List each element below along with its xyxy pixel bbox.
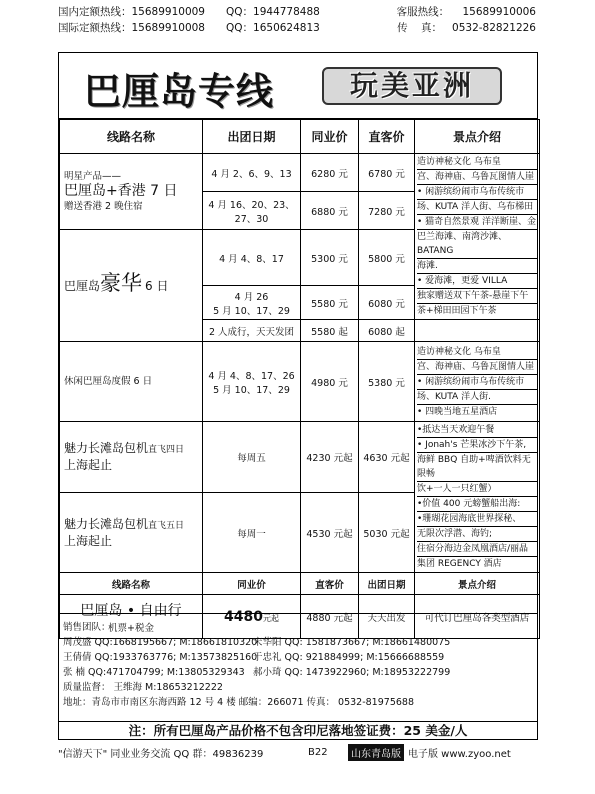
quality-supervisor: 质量监督： 王维海 M:18653212222 xyxy=(63,682,223,693)
table-row xyxy=(60,342,540,422)
team-member: 于忠礼 QQ: 921884999; M:15666688559 xyxy=(253,652,445,663)
departure-dates: 天天出发 xyxy=(359,595,415,639)
retail-price: 7280 元 xyxy=(359,192,415,230)
retail-price: 5030 元起 xyxy=(359,493,415,573)
sights-bali xyxy=(415,154,540,320)
sights-bali-tea xyxy=(415,320,540,342)
departure-dates xyxy=(203,342,301,422)
route-title-b: 豪华 xyxy=(100,271,143,295)
sight-line: • Jonah's 芒果冰沙下午茶, xyxy=(417,438,537,453)
page-number: B22 xyxy=(308,747,328,758)
route-title-c: 6 日 xyxy=(145,279,169,293)
ad-frame xyxy=(58,52,538,740)
route-origin: 上海起止 xyxy=(64,533,113,548)
route-bali-luxury xyxy=(60,230,203,342)
sight-line: 巴兰海滩、南湾沙滩、BATANG xyxy=(417,230,537,259)
team-member: 宋华阳 QQ: 1581873667; M:18661480075 xyxy=(253,637,451,648)
col-header-sights: 景点介绍 xyxy=(415,573,540,595)
col-header-sights: 景点介绍 xyxy=(415,120,540,154)
team-row xyxy=(63,665,537,680)
team-member: 郝小琦 QQ: 1473922960; M:18953222799 xyxy=(253,667,451,678)
fax-number: 传 真： 0532-82821226 xyxy=(397,22,536,34)
route-boracay-4d xyxy=(60,422,203,493)
sight-line: 饮+一人一只红蟹） xyxy=(417,482,537,497)
sight-line: 造访神秘文化 乌布皇 xyxy=(417,155,537,170)
retail-price: 4880 元起 xyxy=(301,595,359,639)
table-row xyxy=(60,422,540,493)
route-days: 直飞四日 xyxy=(148,445,185,456)
sight-line: 宫、海神庙、乌鲁瓦图情人崖 xyxy=(417,360,537,375)
sight-line: •抵达当天欢迎午餐 xyxy=(417,423,537,438)
col-header-trade-price: 同业价 xyxy=(301,120,359,154)
price-number: 4480 xyxy=(224,608,263,625)
sight-line: • 猫奇自然景观 洋洋断崖、金 xyxy=(417,215,537,230)
route-title: 巴厘岛+香港 7 日 xyxy=(64,183,178,199)
qq-contact-2: QQ：1650624813 xyxy=(226,22,320,34)
col-header-route: 线路名称 xyxy=(60,120,203,154)
banner xyxy=(59,53,537,119)
trade-price: 5300 元 xyxy=(301,230,359,286)
domestic-hotline: 国内定额热线：15689910009 xyxy=(58,6,205,18)
date-line: 4 月 4、8、17、26 xyxy=(208,370,295,382)
header-hotlines xyxy=(58,4,536,36)
team-member: 周茂盛 QQ:1668195667; M:18661810320 xyxy=(63,637,258,648)
departure-dates: 4 月 16、20、23、27、30 xyxy=(203,192,301,230)
departure-dates: 4 月 2、6、9、13 xyxy=(203,154,301,192)
team-member: 张 楠 QQ:471704799; M:13805329343 xyxy=(63,667,245,678)
sight-line: 茶+梯田田园下午茶 xyxy=(417,306,497,316)
trade-price: 5580 起 xyxy=(301,320,359,342)
sight-line: • 闲游缤纷闹市乌布传统市 xyxy=(417,375,537,390)
retail-price: 5380 元 xyxy=(359,342,415,422)
team-title: 销售团队： xyxy=(63,622,111,633)
trade-price: 5580 元 xyxy=(301,286,359,320)
trade-price: 6280 元 xyxy=(301,154,359,192)
route-note: 机票+税金 xyxy=(108,622,154,634)
service-hotline: 客服热线： 15689910006 xyxy=(396,6,536,18)
sight-line: 无限次浮潜、海钓; xyxy=(417,527,537,542)
departure-dates: 2 人成行，天天发团 xyxy=(203,320,301,342)
departure-dates: 4 月 4、8、17 xyxy=(203,230,301,286)
table-header-row xyxy=(60,120,540,154)
retail-price: 6780 元 xyxy=(359,154,415,192)
departure-dates xyxy=(203,286,301,320)
international-hotline: 国际定额热线：15689910008 xyxy=(58,22,205,34)
col-header-trade-price: 同业价 xyxy=(203,573,301,595)
col-header-route: 线路名称 xyxy=(60,573,203,595)
route-days: 直飞五日 xyxy=(148,520,185,531)
qq-group: "信游天下" 同业业务交流 QQ 群：49836239 xyxy=(58,749,264,760)
banner-title: 巴厘岛专线 xyxy=(84,70,274,113)
table-header-row-2 xyxy=(60,573,540,595)
sales-team xyxy=(59,613,537,710)
retail-price: 6080 元 xyxy=(359,286,415,320)
edition-badge: 山东青岛版 xyxy=(348,744,404,761)
sight-line: •价值 400 元螃蟹船出海: xyxy=(417,497,537,512)
page-footer xyxy=(58,744,538,761)
sight-line: 海滩. xyxy=(417,259,537,274)
company-address: 地址：青岛市市南区东海西路 12 号 4 楼 邮编：266071 传真： 0532-81975688 xyxy=(63,697,414,708)
sight-line: 独家赠送双下午茶-悬崖下午 xyxy=(417,289,537,304)
route-title: 魅力长滩岛包机 xyxy=(64,516,149,531)
trade-price: 6880 元 xyxy=(301,192,359,230)
retail-price: 6080 起 xyxy=(359,320,415,342)
price-table xyxy=(59,119,540,639)
trade-price: 4230 元起 xyxy=(301,422,359,493)
table-row xyxy=(60,154,540,192)
route-title: 魅力长滩岛包机 xyxy=(64,441,149,456)
team-member: 王倩倩 QQ:1933763776; M:13573825160 xyxy=(63,652,258,663)
team-row xyxy=(63,635,537,650)
sight-line: • 爱海滩，更爱 VILLA xyxy=(417,274,537,289)
date-line: 5 月 10、17、29 xyxy=(213,384,290,396)
trade-price: 4980 元 xyxy=(301,342,359,422)
col-header-retail-price: 直客价 xyxy=(301,573,359,595)
visa-notice: 注：所有巴厘岛产品价格不包含印尼落地签证费：25 美金/人 xyxy=(59,721,537,739)
route-title-a: 巴厘岛 xyxy=(64,279,101,293)
sight-line: 海鲜 BBQ 自助+啤酒饮料无限畅 xyxy=(417,453,537,482)
route-origin: 上海起止 xyxy=(64,458,113,473)
trade-price: 4530 元起 xyxy=(301,493,359,573)
departure-dates: 每周五 xyxy=(203,422,301,493)
sights-boracay xyxy=(415,422,540,573)
sight-line: • 闲游缤纷闹市乌布传统市 xyxy=(417,185,537,200)
team-row xyxy=(63,650,537,665)
route-boracay-5d xyxy=(60,493,203,573)
route-tag: 明星产品—— xyxy=(64,171,122,182)
sight-line: •珊瑚花园海底世界探秘、 xyxy=(417,512,537,527)
sight-line: 造访神秘文化 乌布皇 xyxy=(417,345,537,360)
route-title: 巴厘岛 • 自由行 xyxy=(80,602,182,619)
sights-bali-free: 可代订巴厘岛各类型酒店 xyxy=(415,595,540,639)
retail-price: 4630 元起 xyxy=(359,422,415,493)
sight-line: • 四晚当地五星酒店 xyxy=(417,406,498,417)
website[interactable]: 电子版 www.zyoo.net xyxy=(408,749,511,760)
col-header-retail-price: 直客价 xyxy=(359,120,415,154)
sight-line: 场、KUTA 洋人街. xyxy=(417,390,537,405)
date-line: 5 月 10、17、29 xyxy=(213,305,290,317)
qq-contact-1: QQ：1944778488 xyxy=(226,6,320,18)
col-header-date: 出团日期 xyxy=(203,120,301,154)
route-bali-hongkong xyxy=(60,154,203,230)
sights-bali-leisure xyxy=(415,342,540,422)
sight-line: 宫、海神庙、乌鲁瓦图情人崖 xyxy=(417,170,537,185)
date-line: 4 月 26 xyxy=(234,291,269,303)
col-header-date: 出团日期 xyxy=(359,573,415,595)
retail-price: 5800 元 xyxy=(359,230,415,286)
brand-logo: 玩美亚洲 xyxy=(322,67,502,105)
route-bali-leisure: 休闲巴厘岛度假 6 日 xyxy=(60,342,203,422)
sight-line: 集团 REGENCY 酒店 xyxy=(417,559,502,569)
price-unit: 元起 xyxy=(262,613,279,623)
departure-dates: 每周一 xyxy=(203,493,301,573)
route-note: 赠送香港 2 晚住宿 xyxy=(64,201,143,212)
sight-line: 场、KUTA 洋人街、乌布梯田 xyxy=(417,200,537,215)
sight-line: 住宿分海边金凤凰酒店/丽晶 xyxy=(417,542,537,557)
